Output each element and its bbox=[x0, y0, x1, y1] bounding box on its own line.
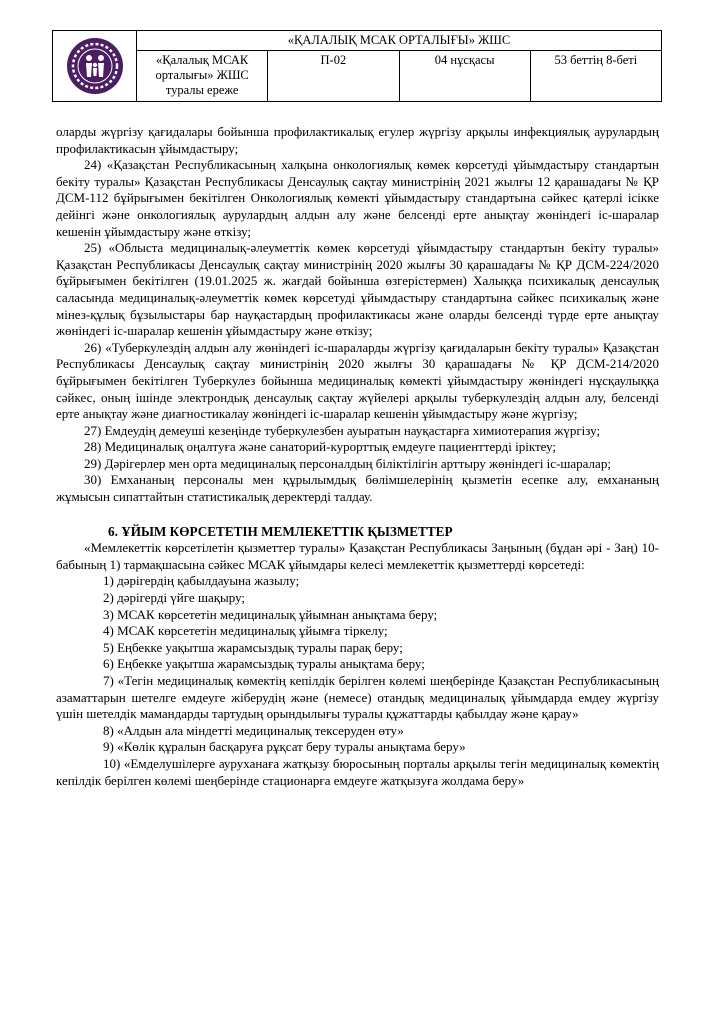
paragraph: 28) Медициналық оңалтуға және санаторий-курорттық емдеуге пациенттерді іріктеу; bbox=[84, 439, 557, 455]
list-item: 1) дәрігердің қабылдауына жазылу; bbox=[103, 573, 300, 589]
logo-cell bbox=[53, 31, 137, 102]
list-item: 6) Еңбекке уақытша жарамсыздық туралы анықтама беру; bbox=[103, 656, 425, 672]
org-title: «ҚАЛАЛЫҚ МСАК ОРТАЛЫҒЫ» ЖШС bbox=[137, 31, 662, 51]
list-item: 2) дәрігерді үйге шақыру; bbox=[103, 590, 246, 606]
list-item: 8) «Алдын ала міндетті медициналық тексеруден өту» bbox=[103, 722, 404, 738]
paragraph: 29) Дәрігерлер мен орта медициналық персоналдың біліктілігін арттыру жөніндегі іс-шаралар; bbox=[84, 455, 611, 471]
paragraph: оларды жүргізу қағидалары бойынша профилактикалық егулер жүргізу арқылы инфекциялық аурулардың профилактикасын ұйымдастыру; bbox=[56, 124, 659, 156]
doc-version: 04 нұсқасы bbox=[399, 51, 530, 102]
doc-name: «Қалалық МСАК орталығы» ЖШС туралы ереже bbox=[137, 51, 268, 102]
paragraph: 25) «Облыста медициналық-әлеуметтік көмек көрсетуді ұйымдастыру стандартын бекіту туралы» Қазақстан Республикасы Денсаулық сақтау министрінің 2020 жылғы 30 қарашадағы № ҚР ДСМ-224/2020 бұйрығымен бекітілген (19.01.2025 ж. жағдай бойынша өзгерістермен) Халыққа психикалық денсаулық саласында медициналық-әлеуметтік көмек көрсетуді ұйымдастыру стандартына сәйкес психикалық және мінез-құлық бұзылыстары бар науқастардың профилактикасы және оларды белсенді түрде ерте анықтау жөніндегі іс-шаралар кешенін ұйымдастыру және өткізу; bbox=[56, 240, 659, 339]
paragraph: 26) «Туберкулездің алдын алу жөніндегі іс-шараларды жүргізу қағидаларын бекіту туралы» Қазақстан Республикасы Денсаулық сақтау министрінің 2020 жылғы 30 қарашадағы № ҚР ДСМ-214/2020 бұйрығымен бекітілген Туберкулез бойынша медициналық көмекті ұйымдастыру жөніндегі нұсқаулыққа сәйкес, оның ішінде электрондық денсаулық сақтау жүйелері арқылы туберкулездің алдын алу, белсенді ерте анықтау және диагностикалау жөніндегі іс-шаралар кешенін ұйымдастыру және жүргізу; bbox=[56, 339, 659, 422]
section-intro: «Мемлекеттік көрсетілетін қызметтер туралы» Қазақстан Республикасы Заңының (бұдан әрі - Заң) 10-бабының 1) тармақшасына сәйкес МСАК ұйымдары келесі мемлекеттік қызметтерді көрсетеді: bbox=[56, 540, 659, 572]
list-item: 5) Еңбекке уақытша жарамсыздық туралы парақ беру; bbox=[103, 639, 403, 655]
list-item: 10) «Емделушілерге ауруханаға жатқызу бюросының порталы арқылы тегін медициналық көмектің кепілдік берілген көлемі шеңберінде стационарға емдеуге жатқызуға жолдама беру» bbox=[56, 755, 659, 788]
list-item: 3) МСАК көрсететін медициналық ұйымнан анықтама беру; bbox=[103, 606, 438, 622]
organization-logo bbox=[67, 38, 123, 94]
list-item: 7) «Тегін медициналық көмектің кепілдік берілген көлемі шеңберінде Қазақстан Республикасының азаматтарын шетелге емдеуге жіберудің және (немесе) отандық медициналық ұйымдарда емдеу жүргізу үшін шетелдік мамандарды тартудың орындылығы туралы құжаттарды қабылдау және қарау» bbox=[56, 673, 659, 722]
paragraph: 30) Емхананың персоналы мен құрылымдық бөлімшелерінің қызметін есепке алу, емхананың жұмысын сипаттайтын статистикалық деректерді талдау. bbox=[56, 472, 659, 505]
list-item: 4) МСАК көрсететін медициналық ұйымға тіркелу; bbox=[103, 623, 388, 639]
page-number: 53 беттің 8-беті bbox=[530, 51, 661, 102]
document-body bbox=[56, 124, 659, 789]
paragraph: 27) Емдеудің демеуші кезеңінде туберкулезбен ауыратын науқастарға химиотерапия жүргізу; bbox=[84, 422, 601, 438]
paragraph: 24) «Қазақстан Республикасының халқына онкологиялық көмек көрсетуді ұйымдастыру стандартын бекіту туралы» Қазақстан Республикасы Денсаулық сақтау министрінің 2021 жылғы 12 қарашадағы № ҚР ДСМ-112 бұйрығымен бекітілген Онкологиялық көмекті ұйымдастыру стандартына сәйкес қатерлі ісікке дейінгі және онкологиялық аурулардың алдын алу және белсенді ерте анықтау жөніндегі іс-шаралар кешенін ұйымдастыру және өткізу; bbox=[56, 157, 659, 239]
list-item: 9) «Көлік құралын басқаруға рұқсат беру туралы анықтама беру» bbox=[103, 739, 466, 755]
document-header bbox=[52, 30, 662, 102]
section-heading: 6. ҰЙЫМ КӨРСЕТЕТІН МЕМЛЕКЕТТІК ҚЫЗМЕТТЕР bbox=[108, 523, 453, 539]
doc-code: П-02 bbox=[268, 51, 399, 102]
